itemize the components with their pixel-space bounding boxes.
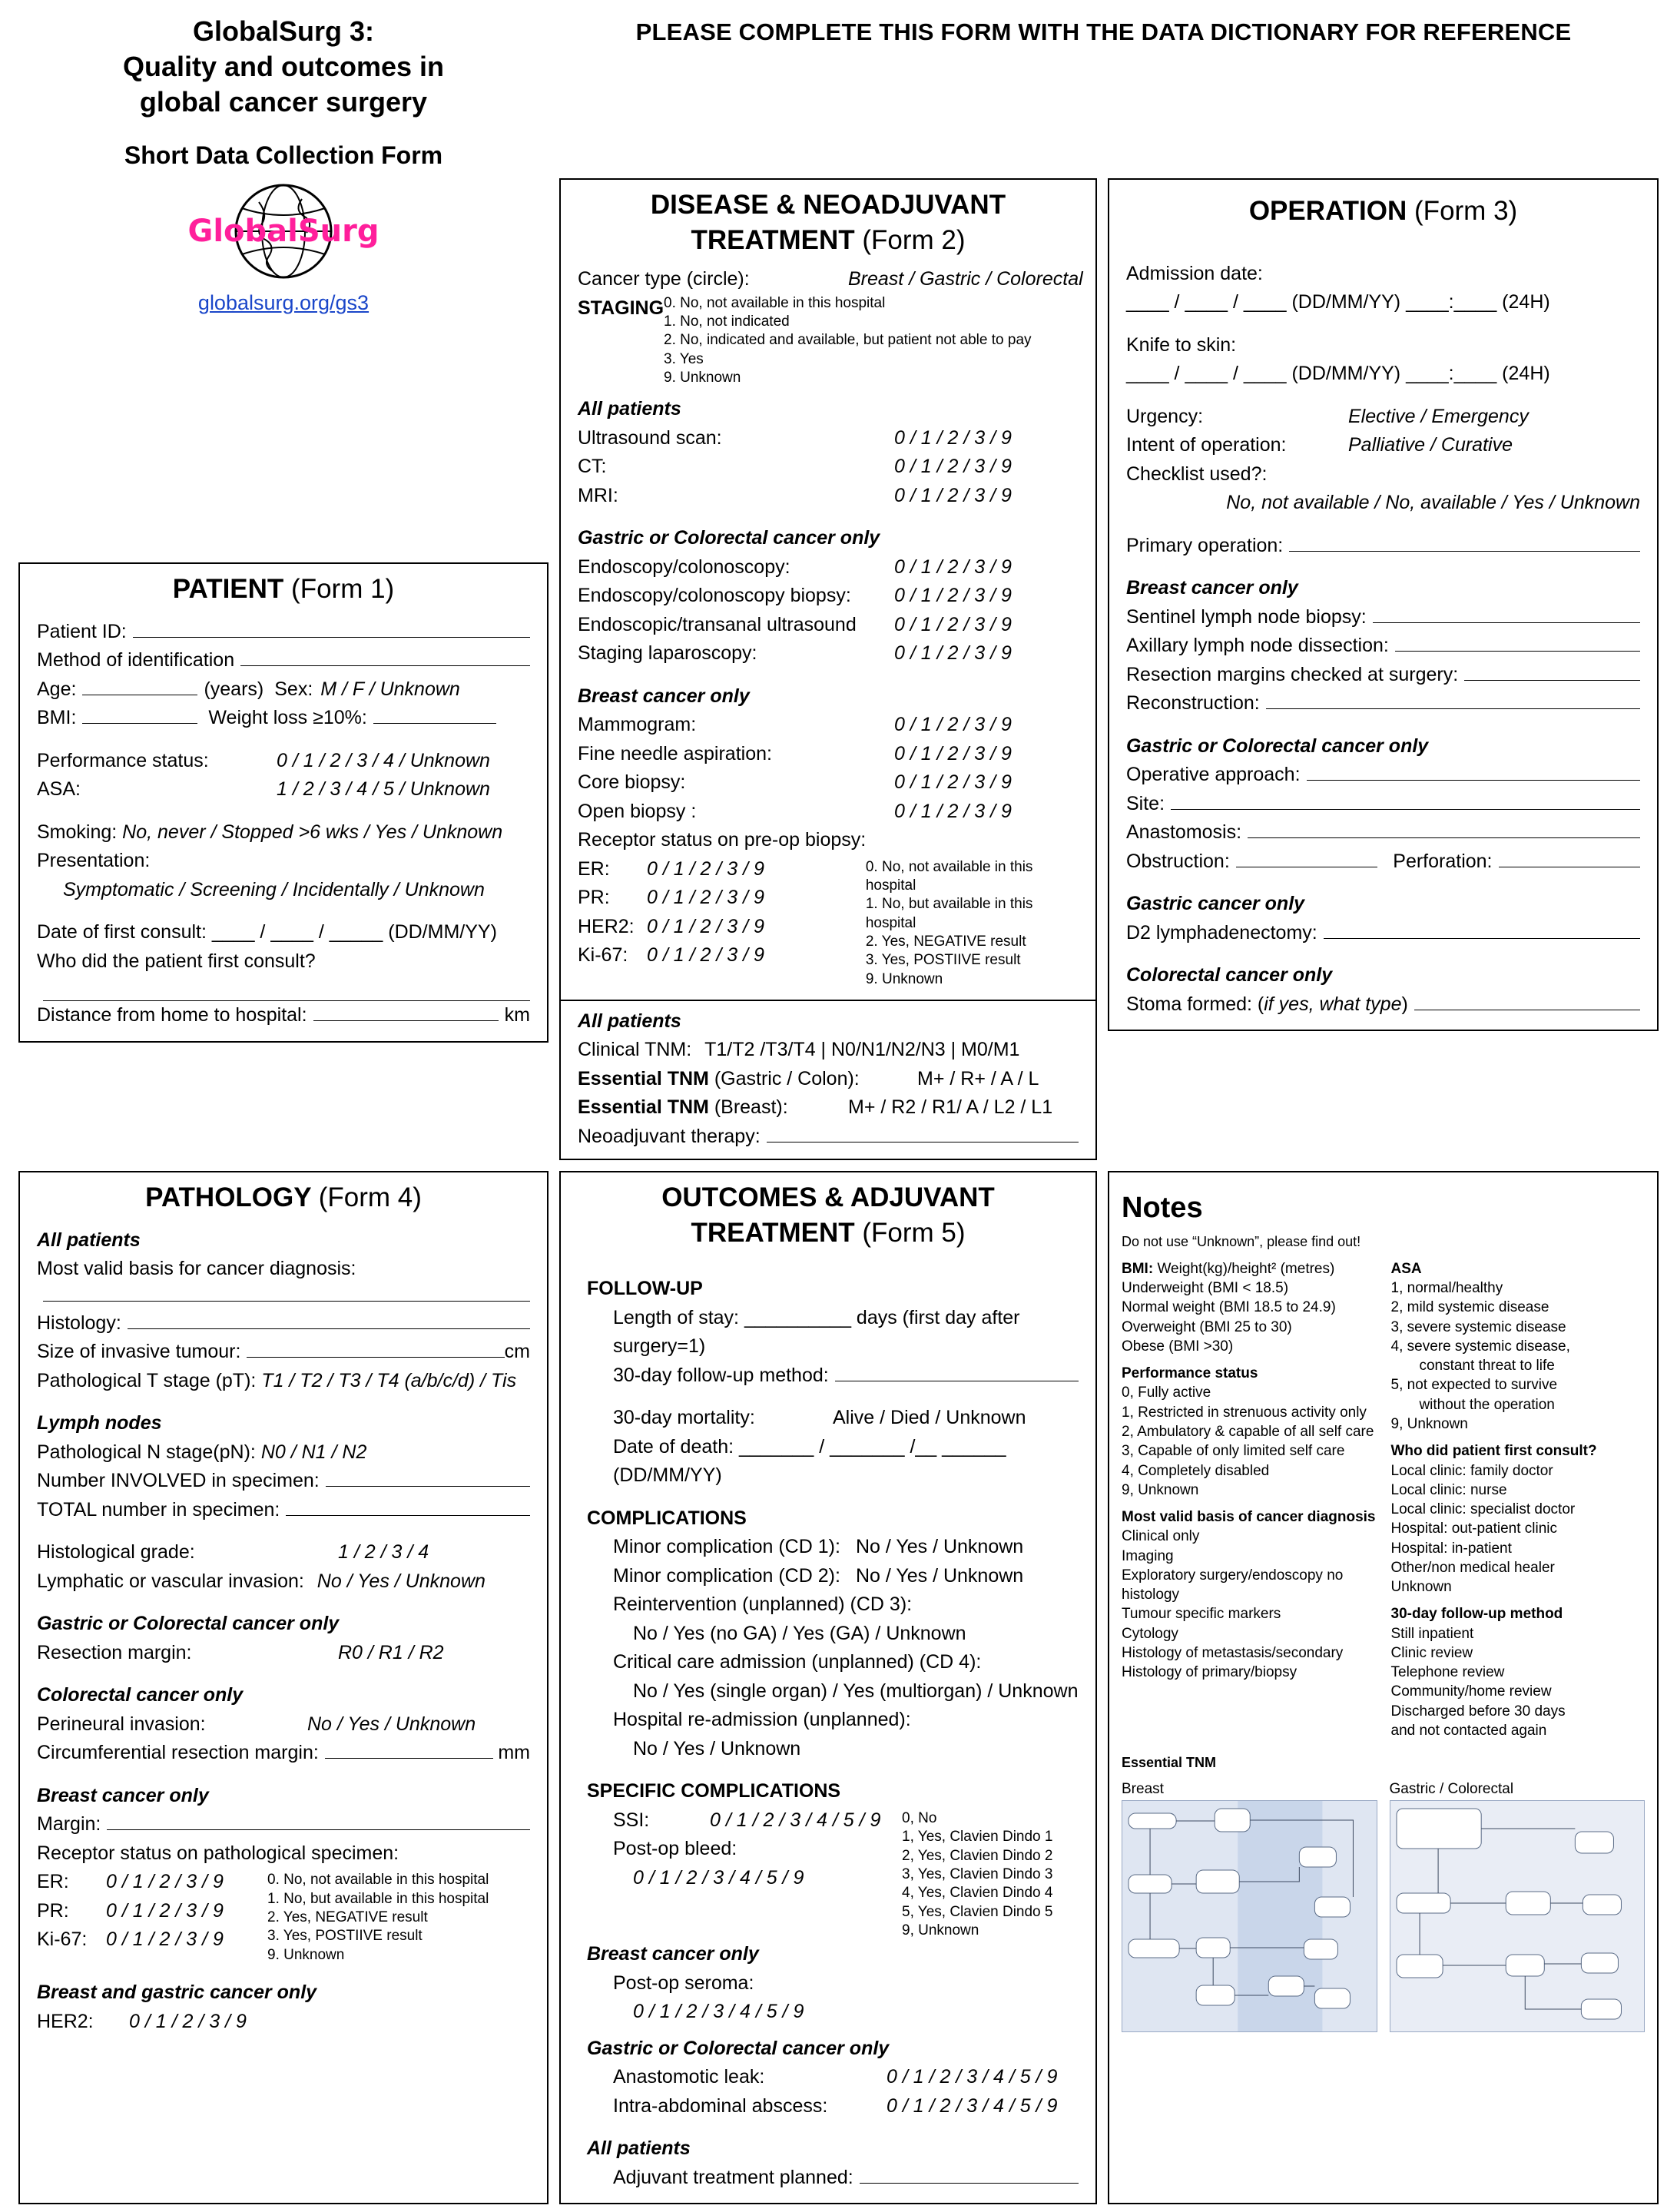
age-input[interactable] (82, 678, 197, 695)
histological-grade-row[interactable]: Histological grade: 1 / 2 / 3 / 4 (37, 1541, 429, 1564)
knife-to-skin-label: Knife to skin: (1126, 333, 1237, 356)
essential-tnm-heading: Essential TNM (1122, 1755, 1217, 1771)
mri-row[interactable]: MRI: 0 / 1 / 2 / 3 / 9 (578, 484, 1012, 506)
open-biopsy-row[interactable]: Open biopsy : 0 / 1 / 2 / 3 / 9 (578, 800, 1012, 822)
essential-tnm-gastric-row[interactable]: Essential TNM (Gastric / Colon): M+ / R+ / A / L (578, 1067, 1039, 1089)
nodes-involved-input[interactable] (326, 1469, 530, 1487)
operative-approach-row[interactable]: Operative approach: (1126, 761, 1640, 790)
anastomosis-row[interactable]: Anastomosis: (1126, 818, 1640, 847)
clavien-dindo-key: 0, No 1, Yes, Clavien Dindo 1 2, Yes, Clavien Dindo 2 3, Yes, Clavien Dindo 3 4, Yes, Clavien Dindo 4 5, Yes, Clavien Dindo 5 9, Unknown (902, 1809, 1053, 1938)
resection-margins-input[interactable] (1464, 663, 1640, 681)
patient-id-input[interactable] (133, 620, 530, 638)
disease-gastric-colorectal-heading: Gastric or Colorectal cancer only (578, 527, 880, 549)
clinical-tnm-row[interactable]: Clinical TNM: T1/T2 /T3/T4 | N0/N1/N2/N3 | M0/M1 (578, 1039, 1020, 1061)
reconstruction-row[interactable]: Reconstruction: (1126, 689, 1640, 718)
reintervention-label: Reintervention (unplanned) (CD 3): (613, 1594, 913, 1616)
operation-gastric-only-heading: Gastric cancer only (1126, 893, 1305, 915)
bmi-weightloss-row[interactable]: BMI: Weight loss ≥10%: (37, 704, 530, 733)
notes-left-column: BMI: Weight(kg)/height² (metres) Underweight (BMI < 18.5) Normal weight (BMI 18.5 to 24.9) Overweight (BMI 25 to 30) Obese (BMI >30) Performance status 0, Fully active 1, Restricted in strenuous activity only 2, Ambulatory & capable of all self care 3, Capable of only limited self care 4, Completely disabled 9, Unknown Most valid basis of cancer diagnosis Clinical only Imaging Exploratory surgery/endoscopy no histology Tumour specific markers Cytology Histology of metastasis/secondary Histology of primary/biopsy (1122, 1260, 1376, 1681)
pathology-gastric-heading: Gastric or Colorectal cancer only (37, 1613, 340, 1635)
margin-row[interactable]: Margin: (37, 1810, 530, 1839)
staging-laparoscopy-row[interactable]: Staging laparoscopy: 0 / 1 / 2 / 3 / 9 (578, 642, 1012, 665)
age-sex-row[interactable]: Age: (years) Sex: M / F / Unknown (37, 678, 460, 700)
disease-all-patients-heading: All patients (578, 398, 681, 420)
most-valid-basis-label: Most valid basis for cancer diagnosis: (37, 1258, 356, 1280)
primary-operation-input[interactable] (1289, 534, 1640, 552)
receptor-path-label: Receptor status on pathological specimen: (37, 1842, 399, 1864)
tnm-gastric-caption: Gastric / Colorectal (1389, 1780, 1514, 1797)
asa-row[interactable]: ASA: 1 / 2 / 3 / 4 / 5 / Unknown (37, 778, 490, 801)
obstruction-input[interactable] (1236, 850, 1377, 867)
pathology-form-title: PATHOLOGY (Form 4) (145, 1182, 422, 1213)
operative-approach-input[interactable] (1307, 763, 1640, 781)
d2-input[interactable] (1324, 921, 1640, 939)
histology-input[interactable] (128, 1312, 530, 1329)
reconstruction-input[interactable] (1266, 691, 1640, 709)
outcomes-all-patients-heading: All patients (587, 2137, 691, 2160)
staging-block: STAGING 0. No, not available in this hospital 1. No, not indicated 2. No, indicated and available, but patient not able to pay 3. Yes 9. Unknown (578, 294, 1079, 388)
perineural-invasion-row[interactable]: Perineural invasion: No / Yes / Unknown (37, 1713, 476, 1735)
d2-lymphadenectomy-row[interactable]: D2 lymphadenectomy: (1126, 919, 1640, 948)
operation-colorectal-heading: Colorectal cancer only (1126, 964, 1333, 987)
admission-date-label: Admission date: (1126, 262, 1263, 284)
disease-breast-heading: Breast cancer only (578, 685, 750, 707)
operation-form-title: OPERATION (Form 3) (1248, 196, 1518, 227)
critical-care-values[interactable]: No / Yes (single organ) / Yes (multiorgan) / Unknown (633, 1680, 1079, 1702)
endoscopy-row[interactable]: Endoscopy/colonoscopy: 0 / 1 / 2 / 3 / 9 (578, 555, 1012, 578)
urgency-row[interactable]: Urgency: Elective / Emergency (1126, 405, 1529, 427)
method-identification-row[interactable]: Method of identification (37, 646, 530, 675)
crm-row[interactable]: Circumferential resection margin: mm (37, 1742, 530, 1764)
neoadjuvant-input[interactable] (767, 1125, 1079, 1142)
reintervention-values[interactable]: No / Yes (no GA) / Yes (GA) / Unknown (633, 1622, 966, 1644)
minor-complication-cd1-row[interactable]: Minor complication (CD 1): No / Yes / Unknown (613, 1536, 1024, 1558)
nodes-total-row[interactable]: TOTAL number in specimen: (37, 1496, 530, 1525)
er-row[interactable]: ER: 0 / 1 / 2 / 3 / 9 (578, 857, 764, 880)
who-first-consult-input-row[interactable] (37, 983, 530, 1001)
pathology-all-patients-heading: All patients (37, 1229, 141, 1251)
pathology-breast-heading: Breast cancer only (37, 1784, 209, 1806)
obstruction-perforation-row[interactable]: Obstruction: Perforation: (1126, 847, 1640, 877)
path-ki67-row[interactable]: Ki-67: 0 / 1 / 2 / 3 / 9 (37, 1928, 224, 1951)
mortality-row[interactable]: 30-day mortality: Alive / Died / Unknown (613, 1407, 1026, 1429)
operation-form-box (1108, 178, 1659, 1031)
patient-form-box (18, 562, 549, 1043)
sentinel-node-row[interactable]: Sentinel lymph node biopsy: (1126, 603, 1640, 632)
outcomes-breast-heading: Breast cancer only (587, 1943, 759, 1965)
page-title: GlobalSurg 3: Quality and outcomes in global cancer surgery (122, 15, 445, 118)
seroma-label: Post-op seroma: (613, 1972, 754, 1994)
most-valid-basis-input[interactable] (43, 1284, 530, 1302)
endoscopy-biopsy-row[interactable]: Endoscopy/colonoscopy biopsy: 0 / 1 / 2 / 3 / 9 (578, 585, 1012, 607)
receptor-preop-label: Receptor status on pre-op biopsy: (578, 829, 867, 851)
core-biopsy-row[interactable]: Core biopsy: 0 / 1 / 2 / 3 / 9 (578, 771, 1012, 794)
adjuvant-row[interactable]: Adjuvant treatment planned: (587, 2164, 1079, 2193)
lymph-nodes-heading: Lymph nodes (37, 1412, 162, 1434)
tnm-gastric-flowchart (1390, 1800, 1646, 2032)
ultrasound-row[interactable]: Ultrasound scan: 0 / 1 / 2 / 3 / 9 (578, 426, 1012, 449)
anastomotic-leak-row[interactable]: Anastomotic leak: 0 / 1 / 2 / 3 / 4 / 5 / 9 (613, 2066, 1058, 2088)
website-link[interactable]: globalsurg.org/gs3 (197, 291, 370, 315)
most-valid-basis-row[interactable] (37, 1284, 530, 1302)
ssi-row[interactable]: SSI: 0 / 1 / 2 / 3 / 4 / 5 / 9 (613, 1809, 881, 1831)
ki67-row[interactable]: Ki-67: 0 / 1 / 2 / 3 / 9 (578, 944, 764, 967)
axillary-dissection-input[interactable] (1395, 634, 1640, 652)
pt-stage-row[interactable]: Pathological T stage (pT): T1 / T2 / T3 / T4 (a/b/c/d) / Tis (37, 1369, 517, 1391)
path-her2-row[interactable]: HER2: 0 / 1 / 2 / 3 / 9 (37, 2010, 247, 2032)
bottom-section (18, 1171, 1659, 2204)
resection-margin-row[interactable]: Resection margin: R0 / R1 / R2 (37, 1641, 444, 1663)
abscess-row[interactable]: Intra-abdominal abscess: 0 / 1 / 2 / 3 / 4 / 5 / 9 (613, 2094, 1058, 2117)
critical-care-label: Critical care admission (unplanned) (CD 4): (613, 1651, 982, 1673)
sentinel-node-input[interactable] (1373, 605, 1640, 623)
stoma-row[interactable]: Stoma formed: (if yes, what type) (1126, 990, 1640, 1020)
receptor-preop-block (578, 855, 1079, 989)
page-subtitle: Short Data Collection Form (124, 141, 443, 170)
date-first-consult-row[interactable]: Date of first consult: ____ / ____ / _____ (DD/MM/YY) (37, 921, 497, 943)
postop-bleed-values[interactable]: 0 / 1 / 2 / 3 / 4 / 5 / 9 (633, 1866, 804, 1889)
notes-warning: Do not use “Unknown”, please find out! (1122, 1234, 1361, 1250)
axillary-dissection-row[interactable]: Axillary lymph node dissection: (1126, 632, 1640, 661)
crm-input[interactable] (325, 1741, 494, 1759)
her2-row[interactable]: HER2: 0 / 1 / 2 / 3 / 9 (578, 915, 764, 937)
disease-form-title: DISEASE & NEOADJUVANT TREATMENT (Form 2) (650, 190, 1006, 255)
operation-gastric-heading: Gastric or Colorectal cancer only (1126, 735, 1429, 757)
presentation-row: Presentation: (37, 850, 151, 872)
distance-input[interactable] (313, 1003, 499, 1021)
perforation-input[interactable] (1499, 850, 1640, 867)
outcomes-form-title: OUTCOMES & ADJUVANT TREATMENT (Form 5) (661, 1182, 995, 1248)
nodes-total-input[interactable] (286, 1498, 530, 1516)
patient-form-title: PATIENT (Form 1) (172, 574, 395, 605)
date-of-death-row[interactable]: Date of death: _______ / _______ /__ ______ (DD/MM/YY) (613, 1435, 1006, 1487)
minor-complication-cd2-row[interactable]: Minor complication (CD 2): No / Yes / Unknown (613, 1564, 1024, 1587)
who-first-consult-input[interactable] (43, 983, 530, 1001)
performance-status-row[interactable]: Performance status: 0 / 1 / 2 / 3 / 4 / Unknown (37, 749, 490, 771)
disease-form-box (559, 178, 1097, 1160)
adjuvant-input[interactable] (860, 2166, 1079, 2184)
tumour-size-row[interactable]: Size of invasive tumour: cm (37, 1341, 530, 1363)
neoadjuvant-row[interactable]: Neoadjuvant therapy: (578, 1123, 1079, 1152)
bmi-input[interactable] (82, 706, 197, 724)
pathology-colorectal-heading: Colorectal cancer only (37, 1684, 244, 1706)
pathology-form-box (18, 1171, 549, 2204)
tnm-all-patients-heading: All patients (578, 1010, 681, 1032)
site-row[interactable]: Site: (1126, 790, 1640, 819)
transanal-ultrasound-row[interactable]: Endoscopic/transanal ultrasound 0 / 1 / 2 / 3 / 9 (578, 613, 1012, 635)
outcomes-gastric-heading: Gastric or Colorectal cancer only (587, 2037, 890, 2059)
intent-row[interactable]: Intent of operation: Palliative / Curative (1126, 434, 1513, 456)
resection-margins-row[interactable]: Resection margins checked at surgery: (1126, 661, 1640, 690)
ct-row[interactable]: CT: 0 / 1 / 2 / 3 / 9 (578, 456, 1012, 478)
readmission-label: Hospital re-admission (unplanned): (613, 1709, 911, 1731)
path-pr-row[interactable]: PR: 0 / 1 / 2 / 3 / 9 (37, 1899, 224, 1922)
checklist-values[interactable]: No, not available / No, available / Yes / Unknown (1226, 492, 1640, 514)
distance-row[interactable]: Distance from home to hospital: km (37, 1004, 530, 1026)
top-section (18, 134, 1659, 1160)
presentation-values[interactable]: Symptomatic / Screening / Incidentally / Unknown (63, 878, 485, 900)
length-of-stay-row[interactable]: Length of stay: __________ days (first day after surgery=1) (613, 1306, 1020, 1358)
notes-box (1108, 1171, 1659, 2204)
admission-date-fields[interactable]: ____ / ____ / ____ (DD/MM/YY) ____:____ (24H) (1126, 291, 1550, 313)
specific-complications-heading: SPECIFIC COMPLICATIONS (587, 1780, 841, 1802)
readmission-values[interactable]: No / Yes / Unknown (633, 1737, 801, 1759)
who-first-consult-label: Who did the patient first consult? (37, 950, 316, 972)
tnm-breast-flowchart (1122, 1800, 1377, 2032)
pr-row[interactable]: PR: 0 / 1 / 2 / 3 / 9 (578, 887, 764, 909)
smoking-row[interactable]: Smoking: No, never / Stopped >6 wks / Yes / Unknown (37, 821, 503, 843)
pathology-breast-gastric-heading: Breast and gastric cancer only (37, 1982, 317, 2004)
seroma-values[interactable]: 0 / 1 / 2 / 3 / 4 / 5 / 9 (633, 2001, 804, 2023)
tumour-size-input[interactable] (247, 1340, 504, 1358)
cancer-type-row[interactable]: Cancer type (circle): Breast / Gastric / Colorectal (578, 268, 1083, 290)
nodes-involved-row[interactable]: Number INVOLVED in specimen: (37, 1467, 530, 1496)
followup-method-row[interactable]: 30-day follow-up method: (587, 1361, 1079, 1391)
staging-key: 0. No, not available in this hospital 1. No, not indicated 2. No, indicated and available, but patient not able to pay 3. Yes 9. Unknown (664, 294, 1032, 386)
notes-title: Notes (1122, 1192, 1203, 1225)
essential-tnm-breast-row[interactable]: Essential TNM (Breast): M+ / R2 / R1/ A / L2 / L1 (578, 1096, 1053, 1119)
anastomosis-input[interactable] (1248, 821, 1640, 838)
patient-id-row[interactable]: Patient ID: (37, 618, 530, 647)
outcomes-form-box (559, 1171, 1097, 2204)
fna-row[interactable]: Fine needle aspiration: 0 / 1 / 2 / 3 / 9 (578, 742, 1012, 764)
path-er-row[interactable]: ER: 0 / 1 / 2 / 3 / 9 (37, 1871, 224, 1893)
primary-operation-row[interactable]: Primary operation: (1126, 532, 1640, 561)
operation-breast-heading: Breast cancer only (1126, 577, 1298, 599)
method-identification-input[interactable] (240, 648, 530, 666)
site-input[interactable] (1171, 792, 1640, 810)
receptor-path-block (37, 1868, 530, 1965)
form-instruction: PLEASE COMPLETE THIS FORM WITH THE DATA DICTIONARY FOR REFERENCE (635, 18, 1572, 45)
essential-tnm-diagrams (1122, 1779, 1645, 2033)
lvi-row[interactable]: Lymphatic or vascular invasion: No / Yes / Unknown (37, 1570, 486, 1592)
knife-to-skin-fields[interactable]: ____ / ____ / ____ (DD/MM/YY) ____:____ (24H) (1126, 363, 1550, 385)
checklist-label: Checklist used?: (1126, 463, 1268, 485)
postop-bleed-label: Post-op bleed: (613, 1838, 737, 1860)
pn-stage-row[interactable]: Pathological N stage(pN): N0 / N1 / N2 (37, 1441, 367, 1463)
histology-row[interactable]: Histology: (37, 1309, 530, 1338)
tnm-breast-caption: Breast (1122, 1780, 1164, 1797)
followup-heading: FOLLOW-UP (587, 1278, 703, 1300)
margin-input[interactable] (107, 1812, 530, 1830)
followup-method-input[interactable] (835, 1364, 1079, 1381)
pathology-receptor-key: 0. No, not available in this hospital 1. No, but available in this hospital 2. Yes, NEGATIVE result 3. Yes, POSTIIVE result 9. Unknown (267, 1872, 489, 1963)
logo-text: GlobalSurg (187, 214, 379, 250)
weight-loss-input[interactable] (373, 706, 496, 724)
stoma-input[interactable] (1414, 993, 1640, 1010)
notes-right-column: ASA 1, normal/healthy 2, mild systemic disease 3, severe systemic disease 4, severe systemic disease, constant threat to life 5, not expected to survive without the operation 9, Unknown Who did patient first consult? Local clinic: family doctor Local clinic: nurse Local clinic: specialist doctor Hospital: out-patient clinic Hospital: in-patient Other/non medical healer Unknown 30-day follow-up method Still inpatient Clinic review Telephone review Community/home review Discharged before 30 days and not contacted again (1390, 1260, 1597, 1739)
mammogram-row[interactable]: Mammogram: 0 / 1 / 2 / 3 / 9 (578, 714, 1012, 736)
receptor-key: 0. No, not available in this hospital 1. No, but available in this hospital 2. Yes, NEGATIVE result 3. Yes, POSTIIVE result 9. Unknown (865, 858, 1033, 987)
complications-heading: COMPLICATIONS (587, 1507, 747, 1529)
